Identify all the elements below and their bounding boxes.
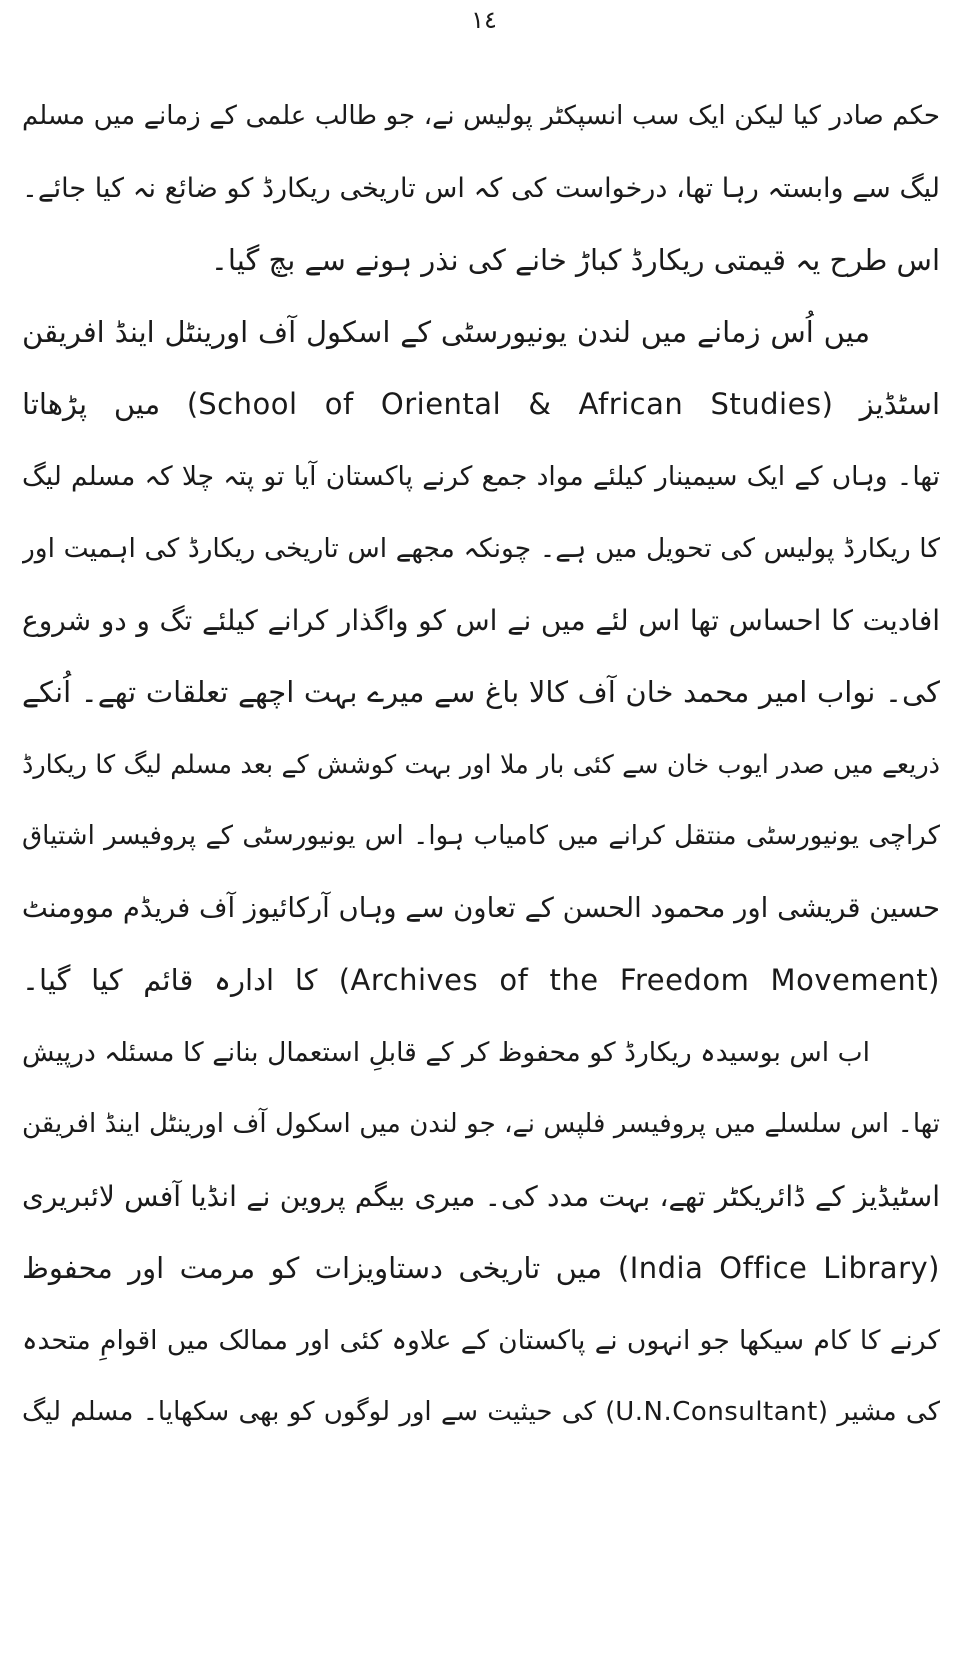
text-line bbox=[22, 224, 940, 296]
text-line-content: تھا۔ اس سلسلے میں پروفیسر فلپس نے، جو لندن میں اسکول آف اورینٹل اینڈ افریقن bbox=[22, 1109, 940, 1139]
text-line-content: حکم صادر کیا لیکن ایک سب انسپکٹر پولیس نے، جو طالب علمی کے زمانے میں مسلم bbox=[22, 101, 940, 131]
text-line-content: تھا۔ وہاں کے ایک سیمینار کیلئے مواد جمع کرنے پاکستان آیا تو پتہ چلا کہ مسلم لیگ bbox=[22, 460, 940, 492]
text-line-content: ذریعے میں صدر ایوب خان سے کئی بار ملا اور بہت کوشش کے بعد مسلم لیگ کا ریکارڈ bbox=[22, 749, 940, 780]
text-line bbox=[22, 584, 940, 656]
text-line-content: کا ریکارڈ پولیس کی تحویل میں ہے۔ چونکہ مجھے اس تاریخی ریکارڈ کی اہمیت اور bbox=[22, 532, 940, 564]
text-line bbox=[22, 512, 940, 584]
text-line-content: کی مشیر (U.N.Consultant) کی حیثیت سے اور لوگوں کو بھی سکھایا۔ مسلم لیگ bbox=[22, 1397, 940, 1427]
text-line-content: حسین قریشی اور محمود الحسن کے تعاون سے وہاں آرکائیوز آف فریڈم موومنٹ bbox=[22, 892, 940, 924]
text-line bbox=[22, 728, 940, 800]
text-line bbox=[22, 368, 940, 440]
text-line bbox=[22, 1016, 940, 1088]
page-number: ١٤ bbox=[471, 6, 497, 34]
text-line bbox=[22, 80, 940, 152]
text-line-content: کراچی یونیورسٹی منتقل کرانے میں کامیاب ہوا۔ اس یونیورسٹی کے پروفیسر اشتیاق bbox=[22, 821, 940, 851]
text-line bbox=[22, 656, 940, 728]
text-line bbox=[22, 944, 940, 1016]
text-line-content: (India Office Library) میں تاریخی دستاویزات کو مرمت اور محفوظ bbox=[22, 1251, 940, 1285]
text-line-content: لیگ سے وابستہ رہا تھا، درخواست کی کہ اس تاریخی ریکارڈ کو ضائع نہ کیا جائے۔ bbox=[22, 172, 940, 204]
text-line-content: کی۔ نواب امیر محمد خان آف کالا باغ سے میرے بہت اچھے تعلقات تھے۔ اُنکے bbox=[22, 675, 940, 709]
body-text bbox=[22, 80, 940, 1448]
text-line bbox=[22, 800, 940, 872]
text-line-content: اسٹڈیز (School of Oriental & African Studies) میں پڑھاتا bbox=[22, 387, 940, 421]
text-line bbox=[22, 1232, 940, 1304]
text-line-content: اب اس بوسیدہ ریکارڈ کو محفوظ کر کے قابلِ استعمال بنانے کا مسئلہ درپیش bbox=[22, 1036, 870, 1068]
text-line bbox=[22, 296, 940, 368]
text-line bbox=[22, 152, 940, 224]
text-line-content: اسٹیڈیز کے ڈائریکٹر تھے، بہت مدد کی۔ میری بیگم پروین نے انڈیا آفس لائبریری bbox=[22, 1179, 940, 1213]
text-line bbox=[22, 1160, 940, 1232]
text-line bbox=[22, 1376, 940, 1448]
text-line-content: اس طرح یہ قیمتی ریکارڈ کباڑ خانے کی نذر ہونے سے بچ گیا۔ bbox=[210, 243, 940, 277]
text-line bbox=[22, 1088, 940, 1160]
text-line bbox=[22, 440, 940, 512]
text-line bbox=[22, 872, 940, 944]
text-line bbox=[22, 1304, 940, 1376]
text-line-content: میں اُس زمانے میں لندن یونیورسٹی کے اسکول آف اورینٹل اینڈ افریقن bbox=[22, 315, 870, 349]
text-line-content: افادیت کا احساس تھا اس لئے میں نے اس کو واگذار کرانے کیلئے تگ و دو شروع bbox=[22, 603, 940, 637]
text-line-content: (Archives of the Freedom Movement) کا ادارہ قائم کیا گیا۔ bbox=[22, 963, 940, 997]
text-line-content: کرنے کا کام سیکھا جو انہوں نے پاکستان کے علاوہ کئی اور ممالک میں اقوامِ متحدہ bbox=[22, 1324, 940, 1356]
